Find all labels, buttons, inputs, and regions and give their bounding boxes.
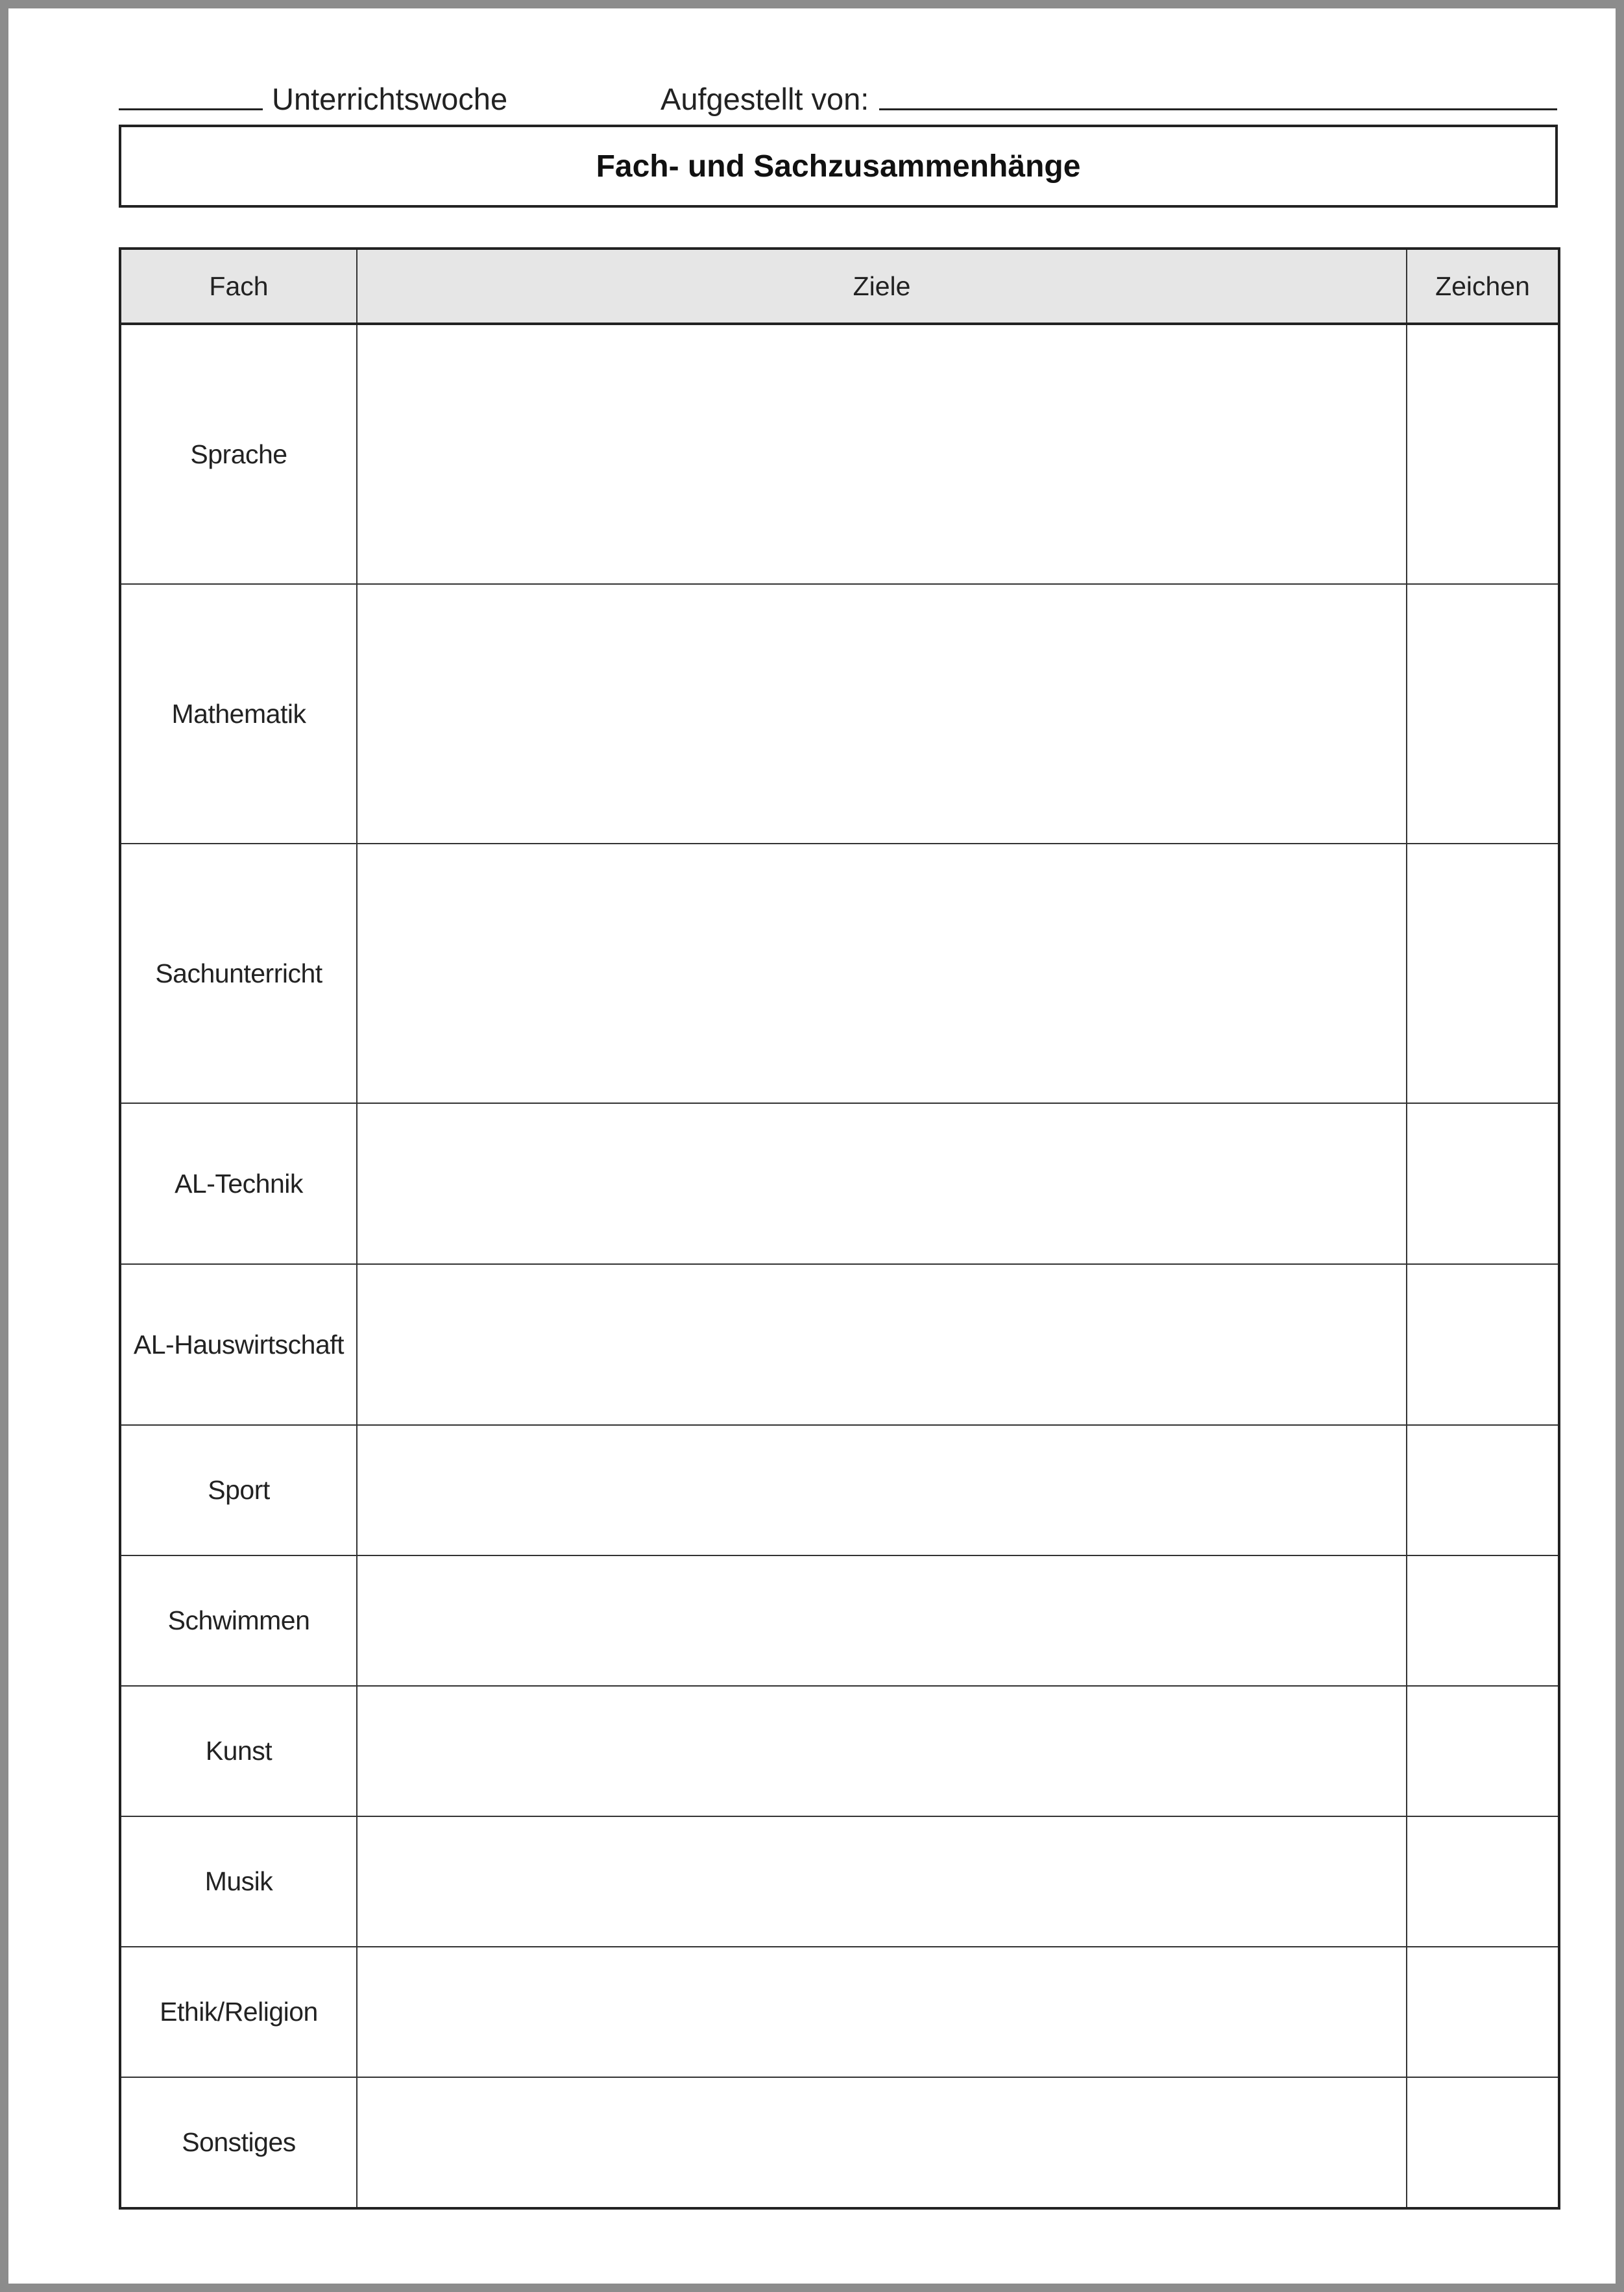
subject-cell: Schwimmen [120, 1555, 357, 1686]
table-row [120, 1103, 1559, 1264]
ziele-cell[interactable] [357, 844, 1407, 1103]
ziele-cell[interactable] [357, 1103, 1407, 1264]
zeichen-cell[interactable] [1407, 1686, 1559, 1816]
zeichen-cell[interactable] [1407, 1103, 1559, 1264]
ziele-cell[interactable] [357, 1264, 1407, 1425]
table-row [120, 584, 1559, 844]
table-row [120, 1425, 1559, 1555]
zeichen-cell[interactable] [1407, 584, 1559, 844]
table-row [120, 1816, 1559, 1947]
subject-cell: Mathematik [120, 584, 357, 844]
table-row [120, 844, 1559, 1103]
ziele-cell[interactable] [357, 1555, 1407, 1686]
table-header-row [120, 249, 1559, 324]
column-header-fach: Fach [120, 249, 357, 324]
author-label: Aufgestellt von: [661, 82, 869, 116]
ziele-cell[interactable] [357, 1686, 1407, 1816]
zeichen-cell[interactable] [1407, 1425, 1559, 1555]
author-blank-line[interactable] [879, 108, 1557, 110]
subject-cell: Sachunterricht [120, 844, 357, 1103]
column-header-zeichen: Zeichen [1407, 249, 1559, 324]
subject-cell: Sonstiges [120, 2077, 357, 2208]
planning-table [119, 247, 1560, 2210]
page-title: Fach- und Sachzusammenhänge [596, 149, 1081, 184]
week-label: Unterrichtswoche [272, 82, 508, 116]
subject-cell: Musik [120, 1816, 357, 1947]
table-row [120, 1947, 1559, 2077]
zeichen-cell[interactable] [1407, 1264, 1559, 1425]
table-row [120, 1264, 1559, 1425]
ziele-cell[interactable] [357, 1425, 1407, 1555]
title-box [119, 125, 1558, 208]
table-row [120, 2077, 1559, 2208]
column-header-ziele: Ziele [357, 249, 1407, 324]
subject-cell: Sprache [120, 324, 357, 584]
zeichen-cell[interactable] [1407, 1816, 1559, 1947]
zeichen-cell[interactable] [1407, 324, 1559, 584]
zeichen-cell[interactable] [1407, 2077, 1559, 2208]
subject-cell: AL-Hauswirtschaft [120, 1264, 357, 1425]
week-field [119, 71, 521, 117]
ziele-cell[interactable] [357, 1947, 1407, 2077]
week-blank-line[interactable] [119, 108, 263, 110]
subject-cell: Sport [120, 1425, 357, 1555]
subject-cell: Kunst [120, 1686, 357, 1816]
subject-cell: Ethik/Religion [120, 1947, 357, 2077]
zeichen-cell[interactable] [1407, 844, 1559, 1103]
ziele-cell[interactable] [357, 1816, 1407, 1947]
ziele-cell[interactable] [357, 324, 1407, 584]
zeichen-cell[interactable] [1407, 1555, 1559, 1686]
ziele-cell[interactable] [357, 2077, 1407, 2208]
zeichen-cell[interactable] [1407, 1947, 1559, 2077]
table-row [120, 324, 1559, 584]
table-row [120, 1686, 1559, 1816]
author-field [661, 71, 1557, 117]
subject-cell: AL-Technik [120, 1103, 357, 1264]
table-row [120, 1555, 1559, 1686]
ziele-cell[interactable] [357, 584, 1407, 844]
